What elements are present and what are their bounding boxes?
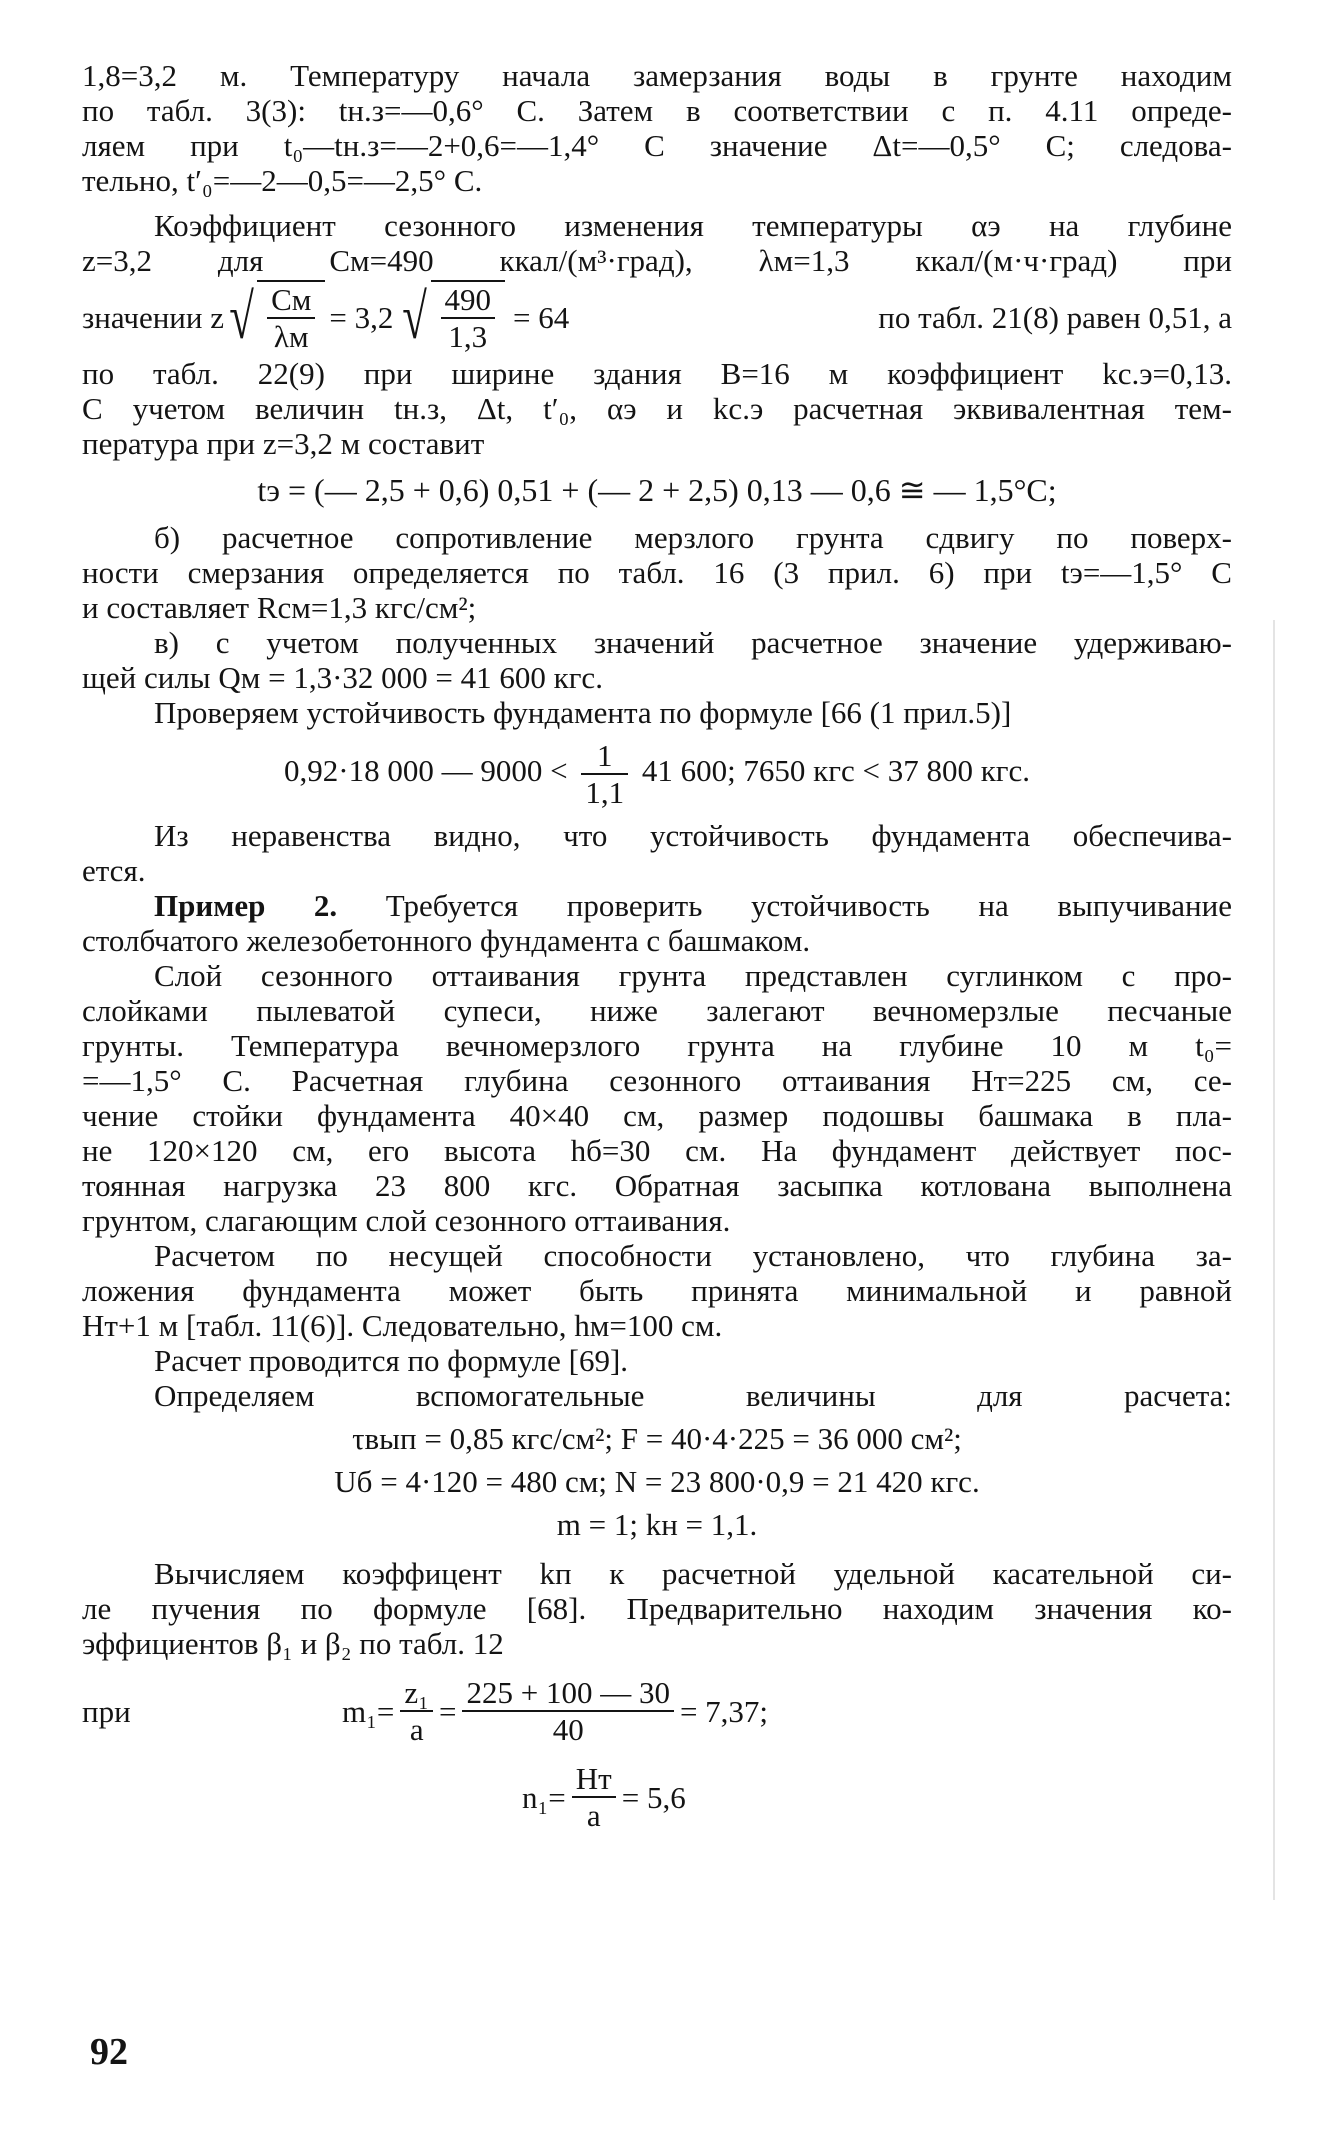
formula-pri: при (82, 1693, 131, 1729)
sqrt-body (257, 280, 325, 354)
text-line: б) расчетное сопротивление мерзлого грунта сдвигу по поверх- (154, 520, 1232, 555)
formula-m1 (82, 1675, 1232, 1747)
paragraph-1 (82, 58, 1232, 198)
formula-result: = 7,37; (679, 1693, 769, 1729)
text-line: пература при z=3,2 м составит (82, 426, 485, 461)
denominator: 40 (552, 1712, 584, 1747)
paragraph-7 (82, 818, 1232, 888)
text-line: не 120×120 см, его высота hб=30 см. На фундамент действует пос- (82, 1133, 1232, 1168)
paragraph-8 (82, 888, 1232, 958)
text-line: ется. (82, 853, 146, 888)
text-line: Проверяем устойчивость фундамента по формуле [66 (1 прил.5)] (154, 695, 1012, 730)
text-line: ложения фундамента может быть принята минимальной и равной (82, 1273, 1232, 1308)
text-line: чение стойки фундамента 40×40 см, размер подошвы башмака в пла- (82, 1098, 1232, 1133)
text-line: и составляет Rсм=1,3 кгс/см²; (82, 590, 477, 625)
text-line: Определяем вспомогательные величины для расчета: (154, 1378, 1232, 1413)
paragraph-2 (82, 208, 1232, 278)
sqrt-sign: √ (229, 281, 254, 352)
sqrt-formula (82, 280, 1232, 354)
text-line: грунты. Температура вечномерзлого грунта на глубине 10 м t₀= (82, 1028, 1232, 1063)
paragraph-12 (82, 1378, 1232, 1413)
text-line: по табл. 3(3): tн.з=—0,6° С. Затем в соответствии с п. 4.11 опреде- (82, 93, 1232, 128)
formula-left: 0,92·18 000 — 9000 < (284, 753, 568, 789)
text-line: тельно, t′₀=—2—0,5=—2,5° С. (82, 163, 483, 198)
scan-margin-line (1273, 620, 1275, 1900)
formula-result: = 5,6 (621, 1779, 686, 1815)
denominator: 1,3 (448, 319, 488, 354)
text-line: эффициентов β₁ и β₂ по табл. 12 (82, 1626, 504, 1661)
paragraph-4 (82, 520, 1232, 625)
formula-result: = 64 (513, 299, 570, 335)
numerator: Cм (267, 282, 315, 319)
text-line: слойками пылеватой супеси, ниже залегают вечномерзлые песчаные (82, 993, 1232, 1028)
text-line: ле пучения по формуле [68]. Предварительно находим значения ко- (82, 1591, 1232, 1626)
formula-te: tэ = (— 2,5 + 0,6) 0,51 + (— 2 + 2,5) 0,13 — 0,6 ≅ — 1,5°C; (257, 472, 1057, 508)
numerator: z₁ (400, 1675, 433, 1712)
text-line: Коэффициент сезонного изменения температуры αэ на глубине (154, 208, 1232, 243)
denominator: a (586, 1798, 601, 1833)
formula-m: m = 1; kн = 1,1. (556, 1507, 758, 1542)
text-line: Вычисляем коэффицент kп к расчетной удельной касательной си- (154, 1556, 1232, 1591)
text-line: 1,8=3,2 м. Температуру начала замерзания воды в грунте находим (82, 58, 1232, 93)
fraction (400, 1675, 433, 1747)
denominator: a (409, 1712, 424, 1747)
paragraph-9 (82, 958, 1232, 1238)
denominator: λм (273, 319, 309, 354)
text-line: ляем при t₀—tн.з=—2+0,6=—1,4° С значение Δt=—0,5° С; следова- (82, 128, 1232, 163)
text-line: щей силы Qм = 1,3·32 000 = 41 600 кгс. (82, 660, 603, 695)
text-line: Hт+1 м [табл. 11(6)]. Следовательно, hм=100 см. (82, 1308, 723, 1343)
formula-tau: τвып = 0,85 кгс/см²; F = 40·4·225 = 36 000 см²; (352, 1421, 962, 1456)
page-number: 92 (90, 2031, 128, 2073)
formula-mid: = 3,2 (329, 299, 394, 335)
formula-right: 41 600; 7650 кгс < 37 800 кгс. (641, 753, 1030, 789)
text-line: С учетом величин tн.з, Δt, t′₀, αэ и kс.э расчетная эквивалентная тем- (82, 391, 1232, 426)
fraction (462, 1675, 673, 1747)
text-line: грунтом, слагающим слой сезонного оттаивания. (82, 1203, 731, 1238)
numerator: 490 (441, 282, 496, 319)
sqrt-sign: √ (402, 281, 428, 352)
formula-prefix: значении z (82, 299, 224, 335)
text-line: =—1,5° С. Расчетная глубина сезонного оттаивания Hт=225 см, се- (82, 1063, 1232, 1098)
text-run: Требуется проверить устойчивость на выпучивание (337, 888, 1232, 923)
numerator: 1 (581, 738, 628, 775)
formula-u: Uб = 4·120 = 480 см; N = 23 800·0,9 = 21 420 кгс. (334, 1464, 980, 1499)
text-line: по табл. 22(9) при ширине здания B=16 м коэффициент kс.э=0,13. (82, 356, 1232, 391)
example-label: Пример 2. (154, 888, 338, 923)
text-line (82, 888, 1232, 923)
formula-eq: = (438, 1693, 457, 1729)
text-line: Из неравенства видно, что устойчивость фундамента обеспечива- (154, 818, 1232, 853)
paragraph-13 (82, 1556, 1232, 1661)
numerator: Hт (572, 1761, 616, 1798)
paragraph-3 (82, 356, 1232, 461)
paragraph-10 (82, 1238, 1232, 1343)
formula-suffix: по табл. 21(8) равен 0,51, а (878, 299, 1232, 335)
paragraph-11 (82, 1343, 1232, 1378)
fraction (441, 282, 496, 354)
formula-lhs: n₁= (522, 1779, 566, 1815)
text-line: Расчет проводится по формуле [69]. (154, 1343, 629, 1378)
text-line: ности смерзания определяется по табл. 16 (3 прил. 6) при tэ=—1,5° С (82, 555, 1232, 590)
page-body (82, 58, 1232, 1833)
text-line: z=3,2 для Cм=490 ккал/(м³·град), λм=1,3 ккал/(м·ч·град) при (82, 243, 1232, 278)
sqrt-body (431, 280, 506, 354)
fraction (267, 282, 315, 354)
fraction (572, 1761, 616, 1833)
text-line: тоянная нагрузка 23 800 кгс. Обратная засыпка котлована выполнена (82, 1168, 1232, 1203)
denominator: 1,1 (585, 775, 625, 810)
formula-stability (82, 738, 1232, 810)
fraction (581, 738, 628, 810)
numerator: 225 + 100 — 30 (462, 1675, 673, 1712)
text-line: Слой сезонного оттаивания грунта представлен суглинком с про- (154, 958, 1232, 993)
paragraph-6 (82, 695, 1232, 730)
formula-n1 (82, 1761, 1232, 1833)
text-line: в) с учетом полученных значений расчетное значение удерживаю- (154, 625, 1232, 660)
text-line: Расчетом по несущей способности установлено, что глубина за- (154, 1238, 1232, 1273)
text-line: столбчатого железобетонного фундамента с башмаком. (82, 923, 811, 958)
paragraph-5 (82, 625, 1232, 695)
formula-lhs: m₁= (342, 1693, 395, 1729)
